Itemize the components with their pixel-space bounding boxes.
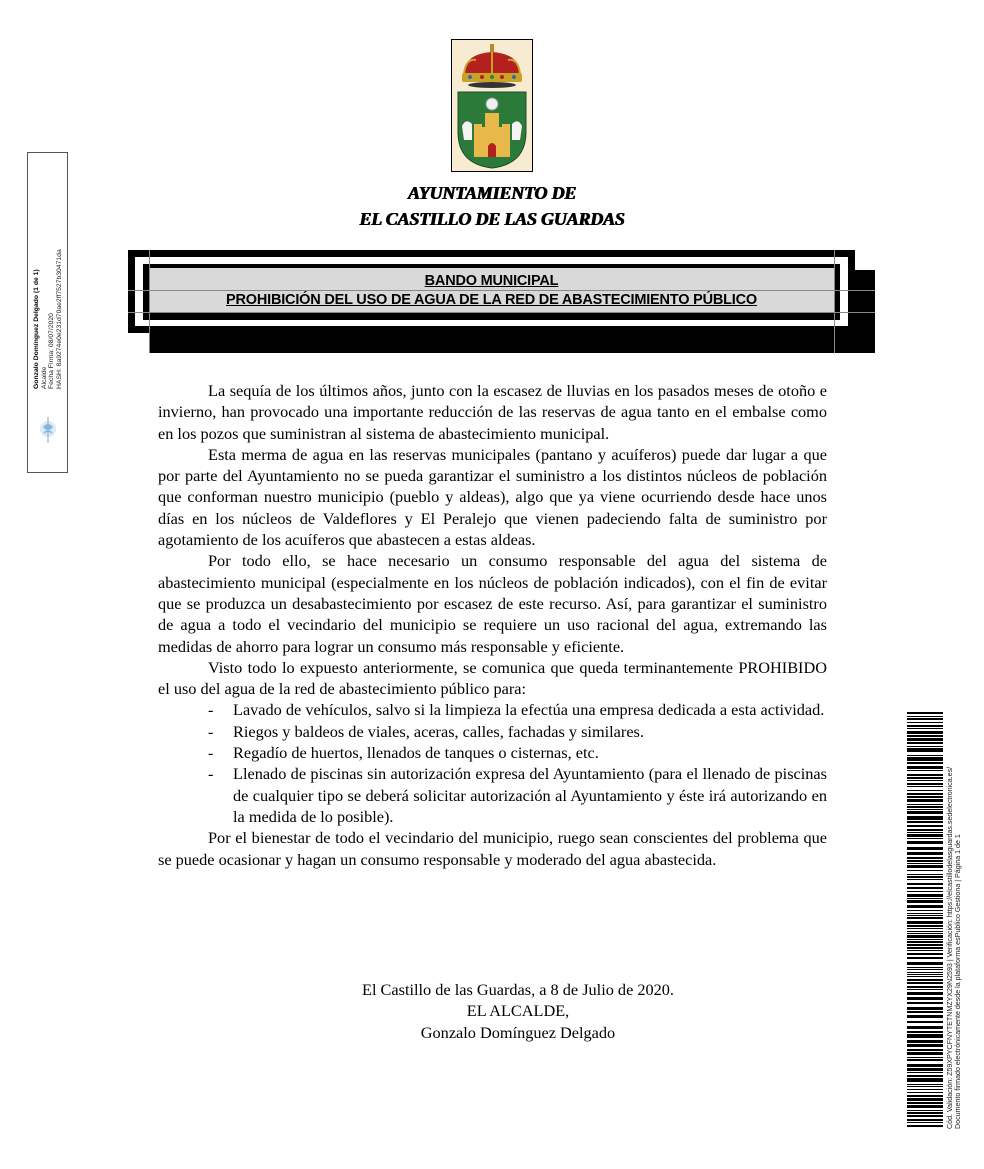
barcode-bar: [907, 809, 943, 810]
barcode-bar: [907, 972, 943, 973]
paragraph: Visto todo lo expuesto anteriormente, se comunica que queda terminantemente PROHIBIDO el uso del agua de la red de abastecimiento público para:: [158, 657, 827, 699]
barcode-bar: [907, 725, 943, 727]
barcode-bar: [907, 1044, 943, 1047]
list-dash: -: [208, 764, 214, 784]
barcode-bar: [907, 976, 943, 977]
barcode-icon: [907, 712, 943, 1129]
barcode-bar: [907, 1089, 943, 1090]
barcode-bar: [907, 832, 943, 833]
title-line-1: BANDO MUNICIPAL: [424, 273, 559, 289]
barcode-bar: [907, 898, 943, 899]
barcode-bar: [907, 796, 943, 798]
barcode-bar: [907, 799, 943, 802]
barcode-bar: [907, 1034, 943, 1038]
barcode-bar: [907, 738, 943, 741]
platform-line: Documento firmado electrónicamente desde la plataforma esPublico Gestiona | Página 1 de 1: [954, 834, 963, 1129]
municipality-line-2: EL CASTILLO DE LAS GUARDAS: [359, 209, 625, 229]
barcode-bar: [907, 766, 943, 769]
list-item: [158, 742, 827, 763]
barcode-bar: [907, 894, 943, 897]
paragraph: La sequía de los últimos años, junto con la escasez de lluvias en los pasados meses de otoño e invierno, han provocado una importante reducción de las reservas de agua tanto en el embalse como en los pozos que suministran al sistema de abastecimiento municipal.: [158, 381, 827, 443]
barcode-bar: [907, 1026, 943, 1029]
barcode-bar: [907, 874, 943, 875]
barcode-bar: [907, 1098, 943, 1101]
barcode-bar: [907, 847, 943, 850]
barcode-bar: [907, 931, 943, 932]
list-item: [158, 699, 827, 720]
barcode-bar: [907, 986, 943, 988]
stamp-signer: Gonzalo Domínguez Delgado (1 de 1): [33, 269, 40, 389]
barcode-bar: [907, 722, 943, 723]
document-body: [158, 380, 827, 870]
barcode-bar: [907, 935, 943, 938]
signer-title: EL ALCALDE,: [466, 1001, 570, 1021]
barcode-bar: [907, 1122, 943, 1123]
barcode-bar: [907, 1049, 943, 1051]
barcode-bar: [907, 860, 943, 862]
barcode-bar: [907, 905, 943, 908]
barcode-bar: [907, 1112, 943, 1114]
barcode-bar: [907, 1086, 943, 1087]
stamp-hash: HASH: 8a9274e0e231d70ae2ff7527b30471da: [55, 249, 63, 389]
validation-code-line: Cód. Validación: Z59XPYCFNYTETNMZYX29N2593 | Verificación: https://elcastillodelasguardas.sedelectronica.es/: [946, 766, 954, 1129]
list-dash: -: [208, 743, 214, 763]
barcode-bar: [907, 992, 943, 995]
barcode-bar: [907, 777, 943, 779]
barcode-bar: [907, 870, 943, 871]
barcode-bar: [907, 742, 943, 744]
municipal-coat-of-arms-icon: [451, 39, 533, 172]
barcode-bar: [907, 1057, 943, 1058]
barcode-bar: [907, 921, 943, 924]
barcode-bar: [907, 770, 943, 771]
barcode-bar: [907, 989, 943, 990]
barcode-bar: [907, 1102, 943, 1104]
barcode-bar: [907, 974, 943, 975]
barcode-bar: [907, 1011, 943, 1013]
table-gridline: [149, 250, 150, 353]
stamp-role: Alcalde: [40, 366, 48, 389]
barcode-bar: [907, 887, 943, 889]
paragraph: Esta merma de agua en las reservas municipales (pantano y acuíferos) puede dar lugar a que por parte del Ayuntamiento no se pueda garantizar el suministro a los distintos núcleos de población que conforman nuestro municipio (pueblo y aldeas), algo que ya viene ocurriendo desde hace unos días en los núcleos de Valdeflores y El Peralejo que vienen padeciendo falta de suministro por agotamiento de los acuíferos que abastecen a estas aldeas.: [158, 444, 827, 550]
barcode-bar: [907, 957, 943, 959]
barcode-bar: [907, 1040, 943, 1043]
barcode-bar: [907, 883, 943, 885]
prohibited-list: [158, 699, 827, 827]
table-gridline: [128, 312, 875, 313]
barcode-bar: [907, 1007, 943, 1010]
barcode-bar: [907, 979, 943, 981]
signature-block: [258, 979, 778, 1043]
barcode-bar: [907, 790, 943, 791]
barcode-bar: [907, 816, 943, 820]
barcode-bar: [907, 953, 943, 955]
barcode-bar: [907, 1092, 943, 1093]
barcode-bar: [907, 865, 943, 868]
barcode-bar: [907, 1072, 943, 1073]
barcode-bar: [907, 941, 943, 943]
municipality-line-1: AYUNTAMIENTO DE: [407, 183, 577, 203]
barcode-bar: [907, 962, 943, 965]
barcode-bar: [907, 1064, 943, 1067]
barcode-bar: [907, 852, 943, 855]
barcode-bar: [907, 834, 943, 837]
title-line-2: PROHIBICIÓN DEL USO DE AGUA DE LA RED DE ABASTECIMIENTO PÚBLICO: [226, 292, 757, 308]
barcode-bar: [907, 876, 943, 878]
barcode-bar: [907, 748, 943, 752]
list-item: [158, 721, 827, 742]
barcode-bar: [907, 969, 943, 970]
list-dash: -: [208, 721, 214, 741]
barcode-bar: [907, 755, 943, 756]
barcode-bar: [907, 825, 943, 827]
barcode-bar: [907, 967, 943, 968]
barcode-bar: [907, 718, 943, 720]
barcode-bar: [907, 762, 943, 764]
barcode-bar: [907, 716, 943, 717]
barcode-bar: [907, 728, 943, 729]
barcode-bar: [907, 913, 943, 914]
barcode-bar: [907, 1052, 943, 1055]
municipality-name: [300, 180, 684, 232]
barcode-bar: [907, 1031, 943, 1033]
barcode-bar: [907, 1105, 943, 1108]
barcode-bar: [907, 900, 943, 903]
barcode-bar: [907, 757, 943, 761]
list-item-text: Llenado de piscinas sin autorización expresa del Ayuntamiento (para el llenado de piscinas de cualquier tipo se deberá solicitar autorización al Ayuntamiento y éste irá autorizando en la medida de lo posible).: [233, 764, 827, 826]
barcode-bar: [907, 910, 943, 911]
barcode-bar: [907, 1059, 943, 1061]
barcode-bar: [907, 774, 943, 776]
barcode-bar: [907, 933, 943, 934]
barcode-bar: [907, 821, 943, 823]
barcode-bar: [907, 712, 943, 714]
list-dash: -: [208, 700, 214, 720]
barcode-bar: [907, 925, 943, 927]
barcode-bar: [907, 804, 943, 805]
barcode-bar: [907, 928, 943, 929]
list-item: [158, 763, 827, 827]
barcode-bar: [907, 783, 943, 785]
barcode-bar: [907, 1110, 943, 1111]
barcode-bar: [907, 879, 943, 880]
barcode-bar: [907, 857, 943, 859]
barcode-bar: [907, 997, 943, 1000]
list-item-text: Regadío de huertos, llenados de tanques o cisternas, etc.: [233, 743, 599, 763]
barcode-bar: [907, 1075, 943, 1077]
barcode-bar: [907, 1068, 943, 1071]
place-date: El Castillo de las Guardas, a 8 de Julio de 2020.: [362, 980, 674, 999]
barcode-bar: [907, 1002, 943, 1004]
list-item-text: Lavado de vehículos, salvo si la limpieza la efectúa una empresa dedicada a esta actividad.: [233, 700, 825, 720]
barcode-bar: [907, 891, 943, 892]
barcode-bar: [907, 746, 943, 747]
barcode-bar: [907, 1119, 943, 1121]
signer-name: Gonzalo Domínguez Delgado: [420, 1022, 616, 1042]
barcode-bar: [907, 838, 943, 839]
barcode-bar: [907, 1021, 943, 1023]
barcode-bar: [907, 982, 943, 984]
barcode-bar: [907, 735, 943, 737]
paragraph: Por todo ello, se hace necesario un consumo responsable del agua del sistema de abastecimiento municipal (especialmente en los núcleos de población indicados), con el fin de evitar que se produzca un desabastecimiento por escasez de este recurso. Así, para garantizar el suministro de agua a todo el vecindario del municipio se requiere un uso racional del agua, extremando las medidas de ahorro para lograr un consumo más responsable y eficiente.: [158, 551, 827, 656]
barcode-bar: [907, 1095, 943, 1097]
barcode-bar: [907, 806, 943, 808]
barcode-bar: [907, 780, 943, 781]
barcode-bar: [907, 793, 943, 795]
barcode-bar: [907, 1078, 943, 1082]
signature-stamp-text: [33, 153, 65, 389]
closing-paragraph: Por el bienestar de todo el vecindario del municipio, ruego sean conscientes del problema que se puede ocasionar y hagan un consumo responsable y moderado del agua abastecida.: [158, 828, 827, 869]
barcode-bar: [907, 1015, 943, 1018]
table-gridline: [128, 290, 875, 291]
barcode-bar: [907, 939, 943, 940]
barcode-bar: [907, 950, 943, 951]
barcode-bar: [907, 829, 943, 831]
barcode-bar: [907, 944, 943, 946]
barcode-bar: [907, 917, 943, 919]
barcode-bar: [907, 731, 943, 734]
barcode-bar: [907, 786, 943, 787]
stamp-date: Fecha Firma: 08/07/2020: [48, 313, 56, 389]
official-seal-icon: [37, 415, 59, 445]
barcode-bar: [907, 1115, 943, 1117]
barcode-bar: [907, 1084, 943, 1085]
table-gridline: [834, 250, 835, 353]
barcode-bar: [907, 1125, 943, 1127]
barcode-bar: [907, 811, 943, 814]
list-item-text: Riegos y baldeos de viales, aceras, calles, fachadas y similares.: [233, 721, 644, 741]
barcode-bar: [907, 841, 943, 844]
barcode-bar: [907, 863, 943, 864]
barcode-bar: [907, 915, 943, 916]
validation-footer: [946, 699, 966, 1129]
electronic-signature-stamp: [27, 152, 68, 473]
barcode-bar: [907, 947, 943, 949]
